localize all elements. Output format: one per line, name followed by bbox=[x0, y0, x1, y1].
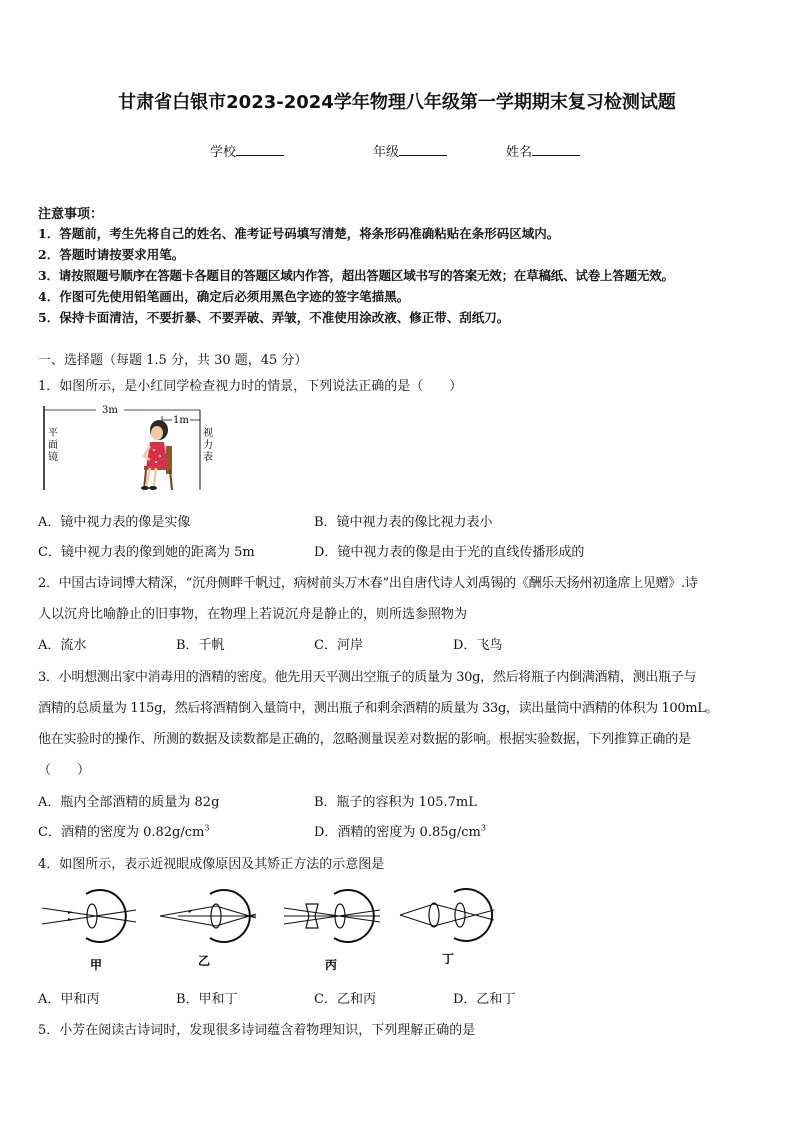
q3-stem-line3: 他在实验时的操作、所测的数据及读数都是正确的，忽略测量误差对数据的影响。根据实验数据，下列推算正确的是 bbox=[38, 732, 691, 747]
name-field bbox=[506, 141, 580, 160]
note-item: 2．答题时请按要求用笔。 bbox=[38, 247, 185, 262]
q2-stem-line2: 人以沉舟比喻静止的旧事物，在物理上若说沉舟是静止的，则所选参照物为 bbox=[38, 607, 468, 622]
q2-stem-line1: 2．中国古诗词博大精深，“沉舟侧畔千帆过，病树前头万木春”出自唐代诗人刘禹锡的《酬乐天扬州初逢席上见赠》.诗 bbox=[38, 576, 698, 591]
dim-1m-label: 1m bbox=[173, 415, 189, 426]
q1-option-a[interactable]: A．镜中视力表的像是实像 bbox=[38, 515, 191, 530]
girl-on-chair-illustration bbox=[141, 420, 172, 490]
q1-figure bbox=[38, 400, 228, 496]
eye-diagram-ding bbox=[400, 889, 494, 941]
mirror-label-3: 镜 bbox=[48, 452, 58, 463]
q3-option-d[interactable] bbox=[314, 821, 486, 840]
note-item: 4．作图可先使用铅笔画出，确定后必须用黑色字迹的签字笔描黑。 bbox=[38, 289, 410, 304]
q2-option-a[interactable]: A．流水 bbox=[38, 638, 87, 653]
q1-option-c[interactable]: C．镜中视力表的像到她的距离为 5m bbox=[38, 545, 255, 560]
page-title: 甘肃省白银市2023-2024学年物理八年级第一学期期末复习检测试题 bbox=[118, 92, 676, 113]
eye-diagram-bing bbox=[284, 890, 380, 942]
note-item: 5．保持卡面清洁，不要折暴、不要弄破、弄皱，不准使用涂改液、修正带、刮纸刀。 bbox=[38, 310, 510, 325]
q3-option-c[interactable] bbox=[38, 821, 209, 840]
q2-option-b[interactable]: B．千帆 bbox=[176, 638, 225, 653]
label-jia: 甲 bbox=[90, 958, 103, 972]
grade-label: 年级 bbox=[373, 145, 400, 160]
chart-label-2: 力 bbox=[203, 440, 213, 451]
note-item: 3．请按照题号顺序在答题卡各题目的答题区域内作答，超出答题区域书写的答案无效；在草稿纸、试卷上答题无效。 bbox=[38, 268, 674, 283]
school-blank[interactable] bbox=[236, 143, 284, 156]
q3-option-d-text: D．酒精的密度为 0.85g/cm bbox=[314, 825, 481, 840]
grade-field bbox=[373, 141, 447, 160]
label-yi: 乙 bbox=[198, 954, 211, 968]
note-item: 1．答题前，考生先将自己的姓名、准考证号码填写清楚，将条形码准确粘贴在条形码区域内。 bbox=[38, 226, 560, 241]
notes-heading: 注意事项： bbox=[38, 207, 104, 222]
q4-stem: 4．如图所示，表示近视眼成像原因及其矫正方法的示意图是 bbox=[38, 857, 385, 872]
q4-option-c[interactable]: C．乙和丙 bbox=[314, 992, 376, 1007]
q3-option-c-text: C．酒精的密度为 0.82g/cm bbox=[38, 825, 205, 840]
mirror-label-2: 面 bbox=[48, 440, 58, 451]
dim-3m-label: 3m bbox=[102, 405, 118, 416]
q3-stem-line1: 3．小明想测出家中消毒用的酒精的密度。他先用天平测出空瓶子的质量为 30g，然后将瓶子内倒满酒精，测出瓶子与 bbox=[38, 670, 697, 685]
name-blank[interactable] bbox=[532, 143, 580, 156]
label-ding: 丁 bbox=[442, 952, 455, 966]
eye-diagram-jia bbox=[42, 890, 136, 942]
q2-option-c[interactable]: C．河岸 bbox=[314, 638, 363, 653]
q4-option-b[interactable]: B．甲和丁 bbox=[176, 992, 238, 1007]
q3-stem-line4: （ ） bbox=[38, 763, 91, 778]
chart-label-3: 表 bbox=[203, 452, 213, 463]
q5-stem: 5．小芳在阅读古诗词时，发现很多诗词蕴含着物理知识，下列理解正确的是 bbox=[38, 1023, 476, 1038]
school-field bbox=[210, 141, 284, 160]
q4-option-d[interactable]: D．乙和丁 bbox=[453, 992, 516, 1007]
q4-option-a[interactable]: A．甲和丙 bbox=[38, 992, 100, 1007]
q3-stem-line2: 酒精的总质量为 115g，然后将酒精倒入量筒中，测出瓶子和剩余酒精的质量为 33g，读出量筒中酒精的体积为 100mL。 bbox=[38, 701, 719, 716]
q2-option-d[interactable]: D．飞鸟 bbox=[453, 638, 503, 653]
superscript-3: 3 bbox=[480, 823, 486, 833]
label-bing: 丙 bbox=[325, 958, 338, 972]
q3-option-b[interactable]: B．瓶子的容积为 105.7mL bbox=[314, 795, 477, 810]
superscript-3: 3 bbox=[204, 823, 210, 833]
q1-option-d[interactable]: D．镜中视力表的像是由于光的直线传播形成的 bbox=[314, 545, 585, 560]
section-title: 一、选择题（每题 1.5 分，共 30 题，45 分） bbox=[38, 353, 308, 368]
q3-option-a[interactable]: A．瓶内全部酒精的质量为 82g bbox=[38, 795, 220, 810]
q1-option-b[interactable]: B．镜中视力表的像比视力表小 bbox=[314, 515, 493, 530]
chart-label-1: 视 bbox=[203, 428, 213, 439]
eye-diagram-yi bbox=[160, 890, 256, 942]
school-label: 学校 bbox=[210, 145, 237, 160]
q1-stem: 1．如图所示，是小红同学检查视力时的情景，下列说法正确的是（ ） bbox=[38, 379, 463, 394]
grade-blank[interactable] bbox=[399, 143, 447, 156]
mirror-label-1: 平 bbox=[48, 428, 58, 439]
name-label: 姓名 bbox=[506, 145, 533, 160]
q4-figure bbox=[38, 880, 508, 976]
